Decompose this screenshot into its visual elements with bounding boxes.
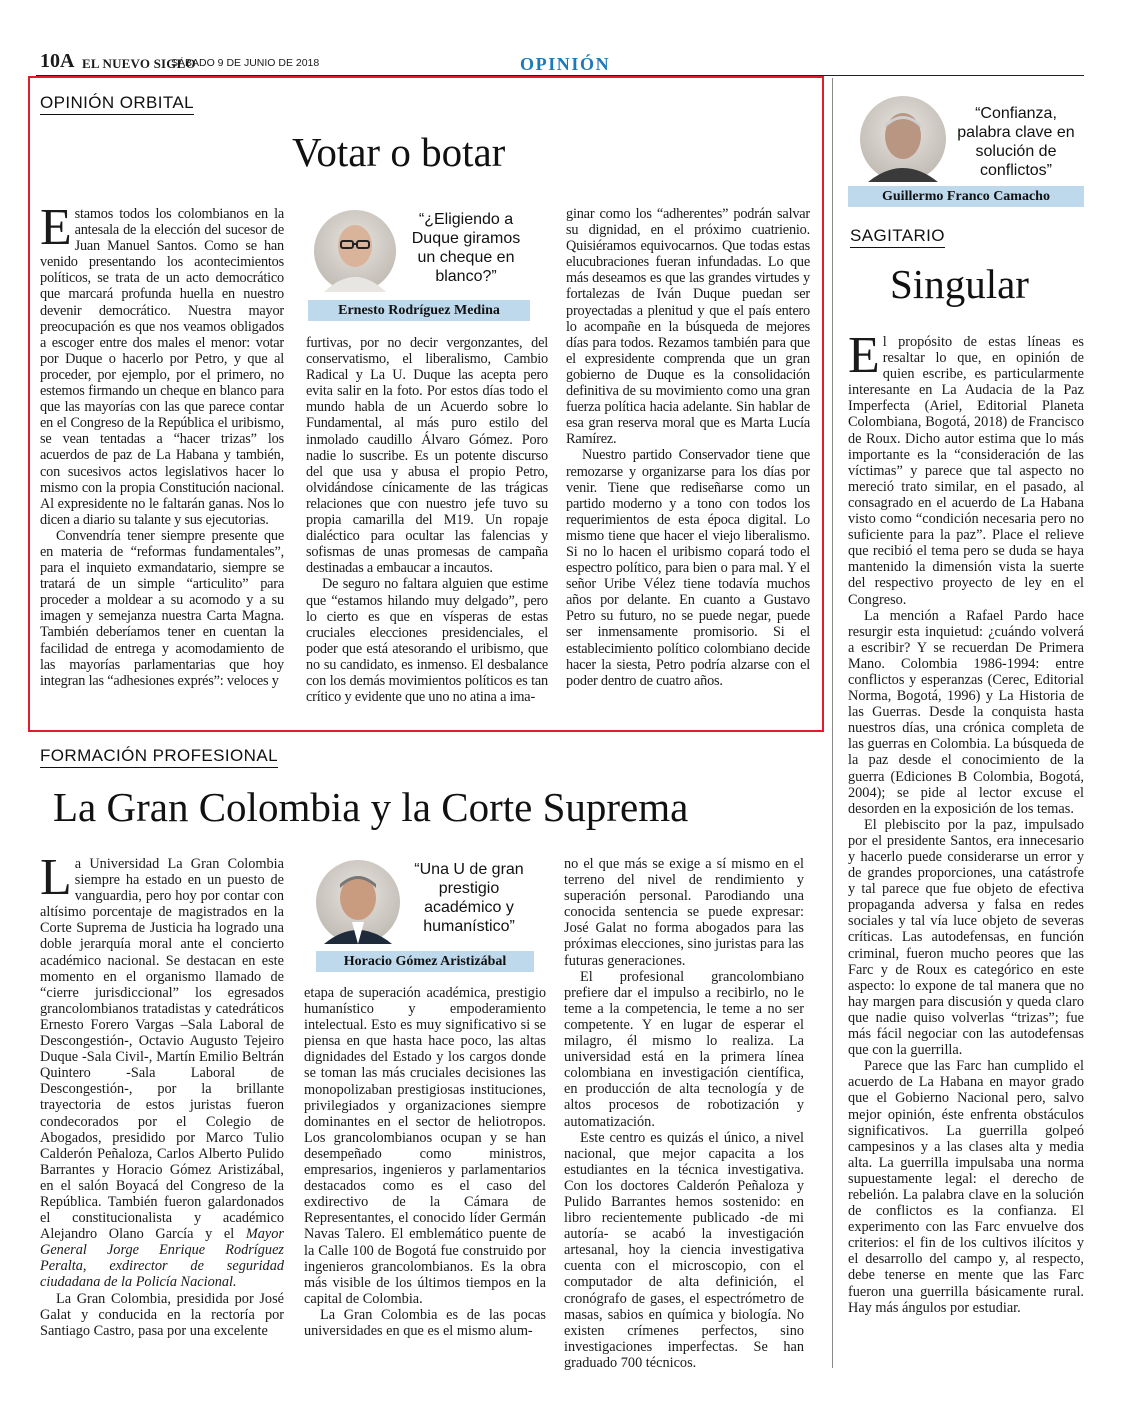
article1-column-3 [566,206,810,712]
article1-title: Votar o botar [292,129,506,175]
article3-section-label: SAGITARIO [850,226,945,248]
article1-pull-quote: “¿Eligiendo a Duque giramos un cheque en blanco?” [411,211,521,285]
article1-section-label: OPINIÓN ORBITAL [40,93,194,115]
article1-paragraph: Nuestro partido Conservador tiene que remozarse y organizarse para los días por venir. Tiene que rediseñarse como un partido moderno y a tono con todos los requerimientos de esta época digital. Lo mismo tiene que hacer el viejo liberalismo. Si no lo hacen el uribismo copará todo el espectro político, para bien o para mal. Y el señor Uribe Vélez tiene todavía muchos años por delante. En cuanto a Gustavo Petro su futuro, no se puede negar, puede ser inmensamente promisorio. Si el establecimiento político colombiano decide hacer la siesta, Petro podría alzarse con el poder dentro de cuatro años. [566,447,810,689]
article2-paragraph: Este centro es quizás el único, a nivel nacional, que mejor capacita a los estudiantes en la técnica investigativa. Con los doctores Calderón Peñaloza y Pulido Barrantes hemos sostenido: en libro recientemente publicado -de mi autoría- se acabó la investigación artesanal, hoy la ciencia investigativa cuenta con el microscopio, con el computador de alta definición, el cronógrafo de gases, el espectrómetro de masas, sabios en química y biología. No existen crímenes perfectos, sino investigaciones imperfectas. Se han graduado 700 técnicos. [564,1129,804,1371]
article2-column-1 [40,849,284,1344]
article3-dropcap: E [848,327,880,384]
issue-date: SÁBADO 9 DE JUNIO DE 2018 [171,57,320,69]
article3-column [848,327,1084,1344]
article1-author-box [306,204,530,322]
author-photo [316,860,400,944]
author-photo [860,96,946,182]
article1-column-1 [40,199,284,712]
section-title: OPINIÓN [520,54,611,74]
article2-title: La Gran Colombia y la Corte Suprema [53,784,689,830]
article3-pull-quote: “Confianza, palabra clave en solución de conflictos” [957,105,1075,179]
article2-paragraph: a Universidad La Gran Colombia siempre ha estado en un puesto de vanguardia, pero hoy por contar con altísimo porcentaje de magistrados en la Corte Suprema de Justicia ha logrado una doble jerarquía moral ante el concierto académico nacional. Se destacan en este momento en el organismo llamado de “cierre jurisdiccional” los egresados grancolombianos tratadistas y catedráticos Ernesto Forero Vargas –Sala Laboral de Descongestión-, Octavio Augusto Tejeiro Duque -Sala Civil-, Martín Emilio Beltrán Quintero -Sala Laboral de Descongestión-, por la brillante trayectoria de estos juristas fueron condecorados por el Colegio de Abogados, presidido por Marco Tulio Calderón Peñaloza, Carlos Alberto Pulido Barrantes y Horacio Gómez Aristizábal, en el salón Boyacá del Congreso de la República. También fueron galardonados el constitucionalista y académico Alejandro Olano García y el [40,856,284,1243]
article2-pull-quote: “Una U de gran prestigio académico y humanístico” [414,861,524,935]
article2-author-box [306,856,538,974]
article3-title: Singular [890,261,1029,307]
newspaper-name: EL NUEVO SIGLO [82,56,196,71]
column-separator [832,78,833,1368]
author-photo [314,210,396,292]
article3-paragraph: El plebiscito por la paz, impulsado por el presidente Santos, era innecesario y hacerlo puede considerarse un error y de grandes proporciones, una catástrofe y tal parece que fue objeto de efectiva propaganda adversa y falsa en redes sociales y tal vía luce objeto de severas críticas. Las autodefensas, en función criminal, fueron mucho peores que las Farc y de Roux es categórico en este aspecto: lo expone de tal manera que no hay margen para discusión y queda claro que nadie quiso volverlas “trizas”; fue más fácil negociar con las autodefensas que con la guerrilla. [848,816,1084,1059]
article3-paragraph: l propósito de estas líneas es resaltar lo que, en opinión de quien escribe, es particularmente interesante en La Audacia de la Paz Imperfecta (Ariel, Editorial Planeta Colombiana, Bogotá, 2018) de Francisco de Roux. Dicho autor estima que lo más importante es la “consideración de las víctimas” y parece que tal aspecto no mereció trato similar, en el pasado, al consagrado en el acuerdo de La Habana visto como “condición necesaria pero no suficiente para la paz”. Place el relieve que recibió el tema pero se duda se haya mantenido la dimensión vista la suerte del respectivo proyecto de ley en el Congreso. [848,334,1084,608]
article2-paragraph: La Gran Colombia es de las pocas universidades en que es el mismo alum- [304,1306,546,1339]
article2-paragraph: El profesional grancolombiano prefiere dar el impulso a recibirlo, no le teme a la competencia, le teme a no ser competente. Y en lugar de esperar el milagro, él mismo lo realiza. La universidad está en la primera línea colombiana en investigación científica, en producción de alta tecnología y de altos procesos de robotización y automatización. [564,968,804,1130]
article1-paragraph: De seguro no faltara alguien que estime que “estamos hilando muy delgado”, pero lo cierto es que en vísperas de estas cruciales elecciones presidenciales, el poder que está atesorando el uribismo, que no su candidato, es inmenso. El desbalance con los demás movimientos políticos es tan crítico y evidente que uno no atina a ima- [306,576,548,706]
article1-paragraph: Convendría tener siempre presente que en materia de “reformas fundamentales”, para el inquieto exmandatario, siempre se tratará de un simple “articulito” para proceder a moldear a su acomodo y a su imagen y semejanza nuestra Carta Magna. También deberíamos tener en cuentan la facilidad de entrega y acomodamiento de las mayorías parlamentarias que hoy integran las “adhesiones exprés”: veloces y [40,527,284,689]
article2-paragraph: no el que más se exige a sí mismo en el terreno del nivel de rendimiento y superación personal. Parodiando una conocida sentencia se puede expresar: José Galat no forma abogados para las próximas elecciones, sino juristas para las futuras generaciones. [564,856,804,969]
article2-column-2 [304,985,546,1344]
article1-dropcap: E [40,199,72,256]
article3-paragraph: La mención a Rafael Pardo hace resurgir esta inquietud: ¿cuándo volverá a escribir? Y se recuerdan De Primera Mano. Colombia 1986-1994: entre conflictos y esperanzas (Cerec, Editorial Norma, Bogotá, 1996) y La Historia de las Guerras. Desde la conquista hasta nuestros días, una crónica completa de las guerras en Colombia. La búsqueda de la paz desde el conocimiento de la guerra (Ediciones B Colombia, Bogotá, 2004); se pide al lector excuse el desorden en la exposición de los temas. [848,607,1084,817]
article3-author-name: Guillermo Franco Camacho [848,186,1084,207]
article1-paragraph: stamos todos los colombianos en la antesala de la elección del sucesor de Juan Manuel Santos. Como se han venido presentando los acontecimientos políticos, se trata de un acto democrático que marcará profunda huella en nuestro devenir democrático. Nuestra mayor preocupación es que nos veamos obligados a escoger entre dos males el menor: votar por Duque o hacerlo por Petro, y que al proceder, por ejemplo, por el primero, no estemos firmando un cheque en blanco para que las mayorías con las que parece contar en el Congreso de la República el uribismo, se vean tentadas a “hacer trizas” los acuerdos de paz de La Habana y también, con sucesivos actos legislativos hacer lo mismo con la propia Constitución nacional. Al expresidente no le faltarán ganas. Nos lo dicen a diario su talante y sus ejecutorias. [40,206,284,528]
article3-paragraph: Parece que las Farc han cumplido el acuerdo de La Habana en mayor grado que el Gobierno Nacional pero, salvo mejor opinión, éste enfrenta obstáculos significativos. La guerrilla golpeó campesinos y a las clases alta y media alta. La guerrilla impulsaba una norma supuestamente legal: el derecho de rebelión. La palabra clave en la solución de conflictos es la confianza. El experimento con las Farc envuelve dos criterios: el fin de los cultivos ilícitos y el desarrollo del campo y, al respecto, debe tenerse en mente que las Farc fueron una guerrilla básicamente rural. Hay más ángulos por estudiar. [848,1058,1084,1316]
article2-author-name: Horacio Gómez Aristizábal [316,951,534,972]
page-number: 10A [40,50,75,72]
article2-dropcap: L [40,849,72,906]
article2-column-3 [564,856,804,1371]
article2-paragraph: etapa de superación académica, prestigio humanístico y empoderamiento intelectual. Esto es muy significativo si se piensa en que hasta hace poco, las altas dignidades del Estado y los cargos donde se toman las más cruciales decisiones las monopolizaban prestigiosas instituciones, privilegiados y organizaciones siempre dominantes en el sector de heliotropos. Los grancolombianos ocupan y se han desempeñado como ministros, empresarios, ingenieros y parlamentarios destacados como es el caso del exdirectivo de la Cámara de Representantes, el conocido líder Germán Navas Talero. El emblemático puente de la Calle 100 de Bogotá fue construido por ingenieros grancolombianos. Es la obra más visible de los últimos tiempos en la capital de Colombia. [304,985,546,1307]
article2-italic-text: Mayor General Jorge Enrique Rodríguez Peralta, exdirector de seguridad ciudadana de la Policía Nacional. [40,1226,284,1291]
article1-author-name: Ernesto Rodríguez Medina [308,300,530,321]
article2-section-label: FORMACIÓN PROFESIONAL [40,746,278,768]
article3-author-box [848,90,1084,212]
article1-paragraph: furtivas, por no decir vergonzantes, del conservatismo, el liberalismo, Cambio Radical y La U. Duque las acepta pero evita salir en la foto. Por estos días todo el mundo habla de un Acuerdo sobre lo Fundamental, al más puro estilo del inmolado caudillo Álvaro Gómez. Poro nadie lo suscribe. Es un potente discurso del que usa y abusa el propio Petro, olvidándose cínicamente de las trágicas relaciones que con nuestro jefe tuvo su propia camarilla del M19. Un ropaje dialéctico para ocultar las falencias y sofismas de unas promesas de campaña destinadas a embaucar a incautos. [306,335,548,577]
article2-paragraph: La Gran Colombia, presidida por José Galat y conducida en la rectoría por Santiago Castro, pasa por una excelente [40,1290,284,1339]
article1-paragraph: ginar como los “adherentes” podrán salvar su dignidad, en el próximo cuatrienio. Quisiéramos equivocarnos. Que todas estas elucubraciones fueran infundadas. Lo que más deseamos es que las grandes virtudes y fortalezas de Iván Duque puedan ser proyectadas a plenitud y que el país entero lo acompañe en la búsqueda de mejores días para todos. Rezamos también para que el expresidente comprenda que un gran gobierno de Duque es la consolidación definitiva de su movimiento como una gran fuerza política hacia adelante. Sin hablar de esa gran reserva moral que es Marta Lucía Ramírez. [566,206,810,448]
article1-column-2 [306,335,548,712]
